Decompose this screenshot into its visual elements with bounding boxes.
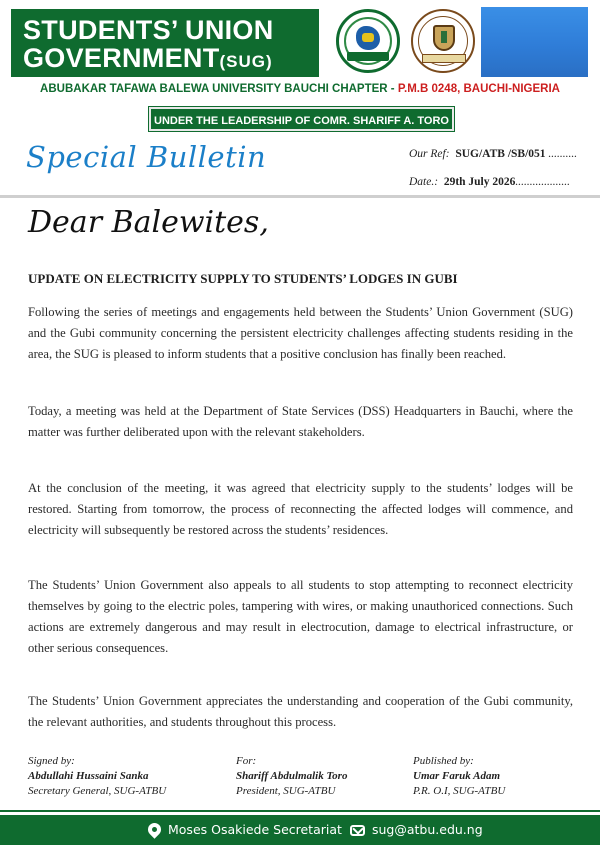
header-divider xyxy=(0,195,600,198)
paragraph-2: Today, a meeting was held at the Department of State Services (DSS) Headquarters in Bauchi, where the matter was further deliberated upon with the relevant stakeholders. xyxy=(28,404,573,439)
signatory-role: For: xyxy=(236,755,257,767)
ref-value: SUG/ATB /SB/051 xyxy=(455,148,546,160)
signatory-position: P.R. O.I, SUG-ATBU xyxy=(413,785,506,797)
address-main: ABUBAKAR TAFAWA BALEWA UNIVERSITY BAUCHI CHAPTER - xyxy=(40,83,395,95)
salutation: Dear Balewites, xyxy=(28,205,269,240)
reference-line xyxy=(409,148,577,160)
paragraph-1: Following the series of meetings and engagements held between the Students’ Union Government (SUG) and the Gubi community concerning the persistent electricity challenges affecting students residing in the area, the SUG is pleased to inform students that a positive conclusion has finally been reached. xyxy=(28,305,573,361)
sug-title-banner xyxy=(11,9,319,77)
footer-location xyxy=(148,822,342,837)
footer-email-text[interactable]: sug@atbu.edu.ng xyxy=(372,822,483,837)
footer-divider xyxy=(0,810,600,812)
leadership-banner: UNDER THE LEADERSHIP OF COMR. SHARIFF A. TORO xyxy=(149,107,454,131)
footer-bar xyxy=(0,815,600,845)
president-photo xyxy=(481,7,588,77)
title-line-2 xyxy=(23,44,319,76)
signatory-secretary xyxy=(28,754,166,799)
atbu-crest xyxy=(411,9,475,73)
paragraph-5: The Students’ Union Government appreciates the understanding and cooperation of the Gubi community, the relevant authorities, and students throughout this process. xyxy=(28,694,573,729)
ref-dots: .......... xyxy=(548,148,578,160)
title-abbr: (SUG) xyxy=(219,52,273,71)
signatory-position: President, SUG-ATBU xyxy=(236,785,336,797)
location-pin-icon xyxy=(145,820,163,838)
signatory-name: Abdullahi Hussaini Sanka xyxy=(28,770,149,782)
letter-subject: UPDATE ON ELECTRICITY SUPPLY TO STUDENTS’ LODGES IN GUBI xyxy=(28,271,458,286)
date-label: Date.: xyxy=(409,176,439,188)
signatory-position: Secretary General, SUG-ATBU xyxy=(28,785,167,797)
address-postal: P.M.B 0248, BAUCHI-NIGERIA xyxy=(397,83,560,95)
ref-label: Our Ref: xyxy=(409,148,450,160)
signatory-role: Signed by: xyxy=(28,755,75,767)
date-value: 29th July 2026 xyxy=(443,176,516,188)
title-line-1: STUDENTS’ UNION xyxy=(23,15,274,45)
title-government: GOVERNMENT xyxy=(23,43,220,73)
university-address xyxy=(0,83,600,95)
signatory-pro xyxy=(413,754,505,799)
date-dots: ................... xyxy=(515,176,571,188)
signatory-name: Shariff Abdulmalik Toro xyxy=(236,770,348,782)
paragraph-4: The Students’ Union Government also appeals to all students to stop attempting to reconnect electricity themselves by going to the electric poles, tampering with wires, or making unauthoriced connections. Such actions are extremely dangerous and may result in electrocution, damage to electrical infrastructure, or other serious consequences. xyxy=(28,578,573,655)
email-icon xyxy=(350,825,365,836)
bulletin-title: Special Bulletin xyxy=(26,140,267,174)
footer-location-text: Moses Osakiede Secretariat xyxy=(168,822,342,837)
signatory-role: Published by: xyxy=(413,755,474,767)
signatory-name: Umar Faruk Adam xyxy=(413,770,501,782)
paragraph-3: At the conclusion of the meeting, it was agreed that electricity supply to the students’ lodges will be restored. Starting from tomorrow, the process of reconnecting the affected lodges will commence, and electricity will subsequently be restored across the students’ residences. xyxy=(28,481,573,537)
signatory-president xyxy=(236,754,347,799)
footer-email[interactable] xyxy=(350,822,483,837)
date-line xyxy=(409,176,570,188)
sug-logo xyxy=(336,9,400,73)
